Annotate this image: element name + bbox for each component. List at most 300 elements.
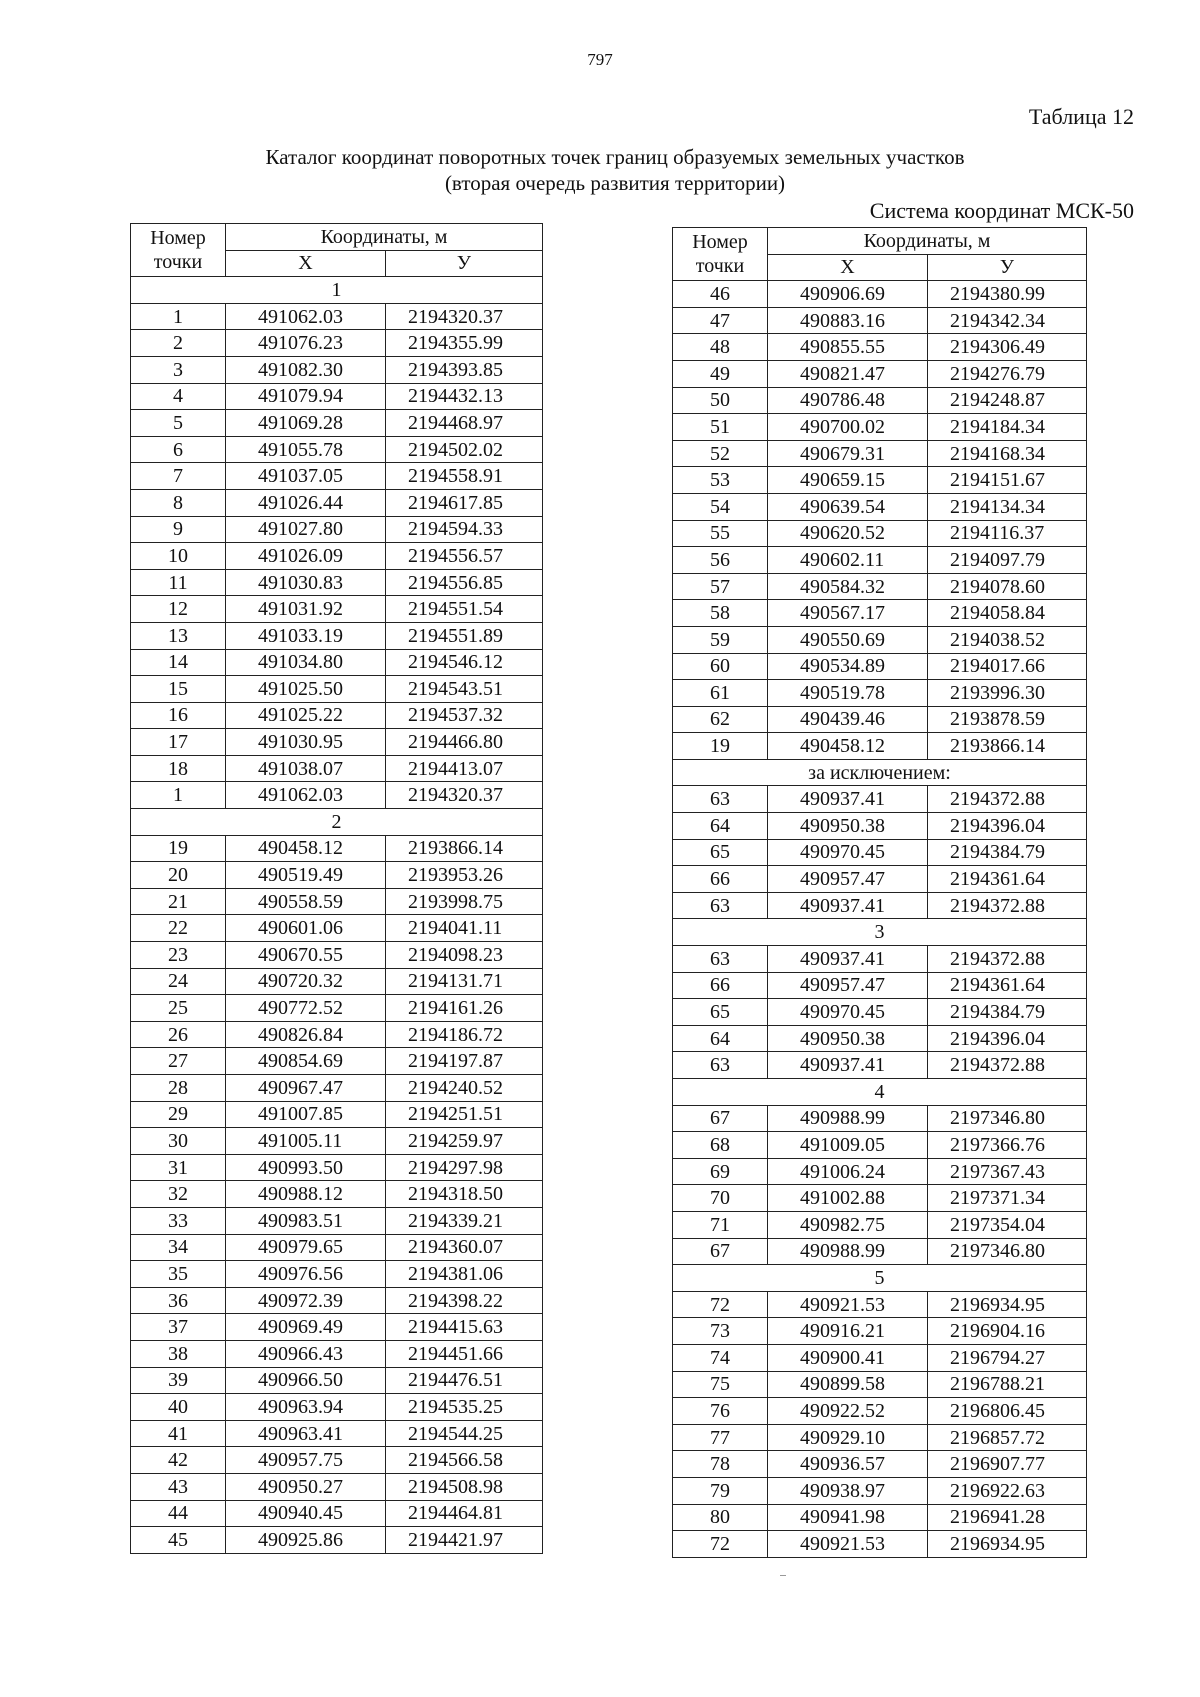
- header-y: У: [928, 254, 1087, 281]
- x-coordinate-cell: 490659.15: [768, 467, 928, 494]
- table-row: [131, 1128, 543, 1155]
- point-number-cell: 54: [673, 493, 768, 520]
- point-number-cell: 77: [673, 1424, 768, 1451]
- title-line-1: Каталог координат поворотных точек границ образуемых земельных участков: [265, 145, 965, 169]
- point-number-cell: 40: [131, 1394, 226, 1421]
- y-coordinate-cell: 2193878.59: [928, 706, 1087, 733]
- y-coordinate-cell: 2194381.06: [386, 1261, 543, 1288]
- point-number-cell: 27: [131, 1048, 226, 1075]
- table-row: [131, 543, 543, 570]
- x-coordinate-cell: 491082.30: [226, 356, 386, 383]
- table-row: [673, 334, 1087, 361]
- x-coordinate-cell: 490929.10: [768, 1424, 928, 1451]
- coordinate-system-label: Система координат МСК-50: [869, 198, 1134, 223]
- y-coordinate-cell: 2194451.66: [386, 1340, 543, 1367]
- y-coordinate-cell: 2194161.26: [386, 995, 543, 1022]
- y-coordinate-cell: 2194372.88: [928, 1052, 1087, 1079]
- x-coordinate-cell: 491038.07: [226, 755, 386, 782]
- x-coordinate-cell: 490916.21: [768, 1318, 928, 1345]
- y-coordinate-cell: 2194318.50: [386, 1181, 543, 1208]
- x-coordinate-cell: 490639.54: [768, 493, 928, 520]
- y-coordinate-cell: 2194551.54: [386, 596, 543, 623]
- x-coordinate-cell: 490567.17: [768, 600, 928, 627]
- table-row: [131, 1181, 543, 1208]
- point-number-cell: 38: [131, 1340, 226, 1367]
- y-coordinate-cell: 2193866.14: [928, 733, 1087, 760]
- y-coordinate-cell: 2194396.04: [928, 1025, 1087, 1052]
- x-coordinate-cell: 490921.53: [768, 1291, 928, 1318]
- y-coordinate-cell: 2194078.60: [928, 573, 1087, 600]
- y-coordinate-cell: 2194413.07: [386, 755, 543, 782]
- table-row: [673, 1211, 1087, 1238]
- x-coordinate-cell: 491007.85: [226, 1101, 386, 1128]
- table-row: [131, 596, 543, 623]
- point-number-cell: 48: [673, 334, 768, 361]
- table-row: [131, 755, 543, 782]
- x-coordinate-cell: 490786.48: [768, 387, 928, 414]
- x-coordinate-cell: 490922.52: [768, 1398, 928, 1425]
- table-row: [131, 622, 543, 649]
- point-number-cell: 78: [673, 1451, 768, 1478]
- point-number-cell: 53: [673, 467, 768, 494]
- table-row: [131, 516, 543, 543]
- point-number-cell: 61: [673, 680, 768, 707]
- x-coordinate-cell: 490519.49: [226, 862, 386, 889]
- point-number-cell: 66: [673, 972, 768, 999]
- y-coordinate-cell: 2194355.99: [386, 330, 543, 357]
- x-coordinate-cell: 490979.65: [226, 1234, 386, 1261]
- table-row: [673, 1504, 1087, 1531]
- table-row: [673, 1158, 1087, 1185]
- table-row: [673, 892, 1087, 919]
- point-number-cell: 41: [131, 1420, 226, 1447]
- table-row: [673, 1105, 1087, 1132]
- x-coordinate-cell: 490937.41: [768, 892, 928, 919]
- y-coordinate-cell: 2194097.79: [928, 547, 1087, 574]
- x-coordinate-cell: 490937.41: [768, 946, 928, 973]
- point-number-cell: 65: [673, 999, 768, 1026]
- x-coordinate-cell: 490534.89: [768, 653, 928, 680]
- x-coordinate-cell: 491055.78: [226, 436, 386, 463]
- y-coordinate-cell: 2194380.99: [928, 281, 1087, 308]
- table-row: [673, 1451, 1087, 1478]
- y-coordinate-cell: 2194508.98: [386, 1473, 543, 1500]
- table-row: [131, 489, 543, 516]
- point-number-cell: 26: [131, 1021, 226, 1048]
- x-coordinate-cell: 490558.59: [226, 888, 386, 915]
- section-label: за исключением:: [673, 759, 1087, 786]
- table-row: [673, 1052, 1087, 1079]
- table-row: [131, 942, 543, 969]
- point-number-cell: 73: [673, 1318, 768, 1345]
- y-coordinate-cell: 2196922.63: [928, 1477, 1087, 1504]
- table-row: [673, 946, 1087, 973]
- y-coordinate-cell: 2194038.52: [928, 626, 1087, 653]
- table-row: [673, 1398, 1087, 1425]
- header-point-line-2: точки: [153, 251, 203, 274]
- y-coordinate-cell: 2194372.88: [928, 786, 1087, 813]
- table-row: [131, 1473, 543, 1500]
- section-row: [673, 1079, 1087, 1106]
- y-coordinate-cell: 2194320.37: [386, 303, 543, 330]
- x-coordinate-cell: 490966.43: [226, 1340, 386, 1367]
- x-coordinate-cell: 491026.44: [226, 489, 386, 516]
- header-point-line-1: Номер: [150, 227, 206, 250]
- x-coordinate-cell: 490950.38: [768, 813, 928, 840]
- point-number-cell: 49: [673, 360, 768, 387]
- x-coordinate-cell: 490993.50: [226, 1154, 386, 1181]
- point-number-cell: 46: [673, 281, 768, 308]
- point-number-cell: 66: [673, 866, 768, 893]
- point-number-cell: 30: [131, 1128, 226, 1155]
- table-row: [673, 972, 1087, 999]
- y-coordinate-cell: 2194306.49: [928, 334, 1087, 361]
- x-coordinate-cell: 491062.03: [226, 782, 386, 809]
- table-row: [673, 1291, 1087, 1318]
- x-coordinate-cell: 490620.52: [768, 520, 928, 547]
- y-coordinate-cell: 2194151.67: [928, 467, 1087, 494]
- point-number-cell: 50: [673, 387, 768, 414]
- point-number-cell: 23: [131, 942, 226, 969]
- x-coordinate-cell: 490458.12: [226, 835, 386, 862]
- table-body-left: [131, 277, 543, 1554]
- table-row: [131, 1527, 543, 1554]
- y-coordinate-cell: 2193953.26: [386, 862, 543, 889]
- y-coordinate-cell: 2194594.33: [386, 516, 543, 543]
- point-number-cell: 28: [131, 1075, 226, 1102]
- table-row: [673, 1318, 1087, 1345]
- point-number-cell: 52: [673, 440, 768, 467]
- header-point-number: [673, 228, 768, 281]
- section-label: 5: [673, 1265, 1087, 1292]
- header-point-number: [131, 224, 226, 277]
- table-row: [131, 649, 543, 676]
- point-number-cell: 47: [673, 307, 768, 334]
- point-number-cell: 16: [131, 702, 226, 729]
- point-number-cell: 63: [673, 892, 768, 919]
- table-row: [131, 676, 543, 703]
- x-coordinate-cell: 491034.80: [226, 649, 386, 676]
- point-number-cell: 19: [131, 835, 226, 862]
- y-coordinate-cell: 2194398.22: [386, 1287, 543, 1314]
- x-coordinate-cell: 490988.99: [768, 1238, 928, 1265]
- x-coordinate-cell: 490826.84: [226, 1021, 386, 1048]
- y-coordinate-cell: 2194058.84: [928, 600, 1087, 627]
- page-number: 797: [587, 50, 613, 69]
- table-row: [673, 706, 1087, 733]
- y-coordinate-cell: 2194372.88: [928, 892, 1087, 919]
- table-row: [131, 968, 543, 995]
- y-coordinate-cell: 2196904.16: [928, 1318, 1087, 1345]
- x-coordinate-cell: 490602.11: [768, 547, 928, 574]
- y-coordinate-cell: 2194617.85: [386, 489, 543, 516]
- table-row: [673, 813, 1087, 840]
- point-number-cell: 2: [131, 330, 226, 357]
- section-label: 1: [131, 277, 543, 304]
- y-coordinate-cell: 2194396.04: [928, 813, 1087, 840]
- x-coordinate-cell: 491031.92: [226, 596, 386, 623]
- x-coordinate-cell: 491062.03: [226, 303, 386, 330]
- table-row: [673, 573, 1087, 600]
- table-row: [131, 915, 543, 942]
- x-coordinate-cell: 491079.94: [226, 383, 386, 410]
- y-coordinate-cell: 2193996.30: [928, 680, 1087, 707]
- point-number-cell: 67: [673, 1238, 768, 1265]
- y-coordinate-cell: 2193866.14: [386, 835, 543, 862]
- y-coordinate-cell: 2194546.12: [386, 649, 543, 676]
- y-coordinate-cell: 2194372.88: [928, 946, 1087, 973]
- point-number-cell: 63: [673, 786, 768, 813]
- table-row: [673, 1132, 1087, 1159]
- table-row: [673, 839, 1087, 866]
- y-coordinate-cell: 2194535.25: [386, 1394, 543, 1421]
- point-number-cell: 71: [673, 1211, 768, 1238]
- x-coordinate-cell: 490550.69: [768, 626, 928, 653]
- table-row: [131, 702, 543, 729]
- table-row: [673, 866, 1087, 893]
- table-row: [131, 835, 543, 862]
- y-coordinate-cell: 2196941.28: [928, 1504, 1087, 1531]
- point-number-cell: 63: [673, 946, 768, 973]
- point-number-cell: 10: [131, 543, 226, 570]
- x-coordinate-cell: 490679.31: [768, 440, 928, 467]
- point-number-cell: 33: [131, 1207, 226, 1234]
- point-number-cell: 36: [131, 1287, 226, 1314]
- y-coordinate-cell: 2194551.89: [386, 622, 543, 649]
- y-coordinate-cell: 2194131.71: [386, 968, 543, 995]
- x-coordinate-cell: 490941.98: [768, 1504, 928, 1531]
- table-row: [131, 1314, 543, 1341]
- y-coordinate-cell: 2194421.97: [386, 1527, 543, 1554]
- x-coordinate-cell: 490957.47: [768, 972, 928, 999]
- point-number-cell: 74: [673, 1344, 768, 1371]
- point-number-cell: 70: [673, 1185, 768, 1212]
- table-row: [131, 463, 543, 490]
- point-number-cell: 35: [131, 1261, 226, 1288]
- y-coordinate-cell: 2194017.66: [928, 653, 1087, 680]
- y-coordinate-cell: 2194116.37: [928, 520, 1087, 547]
- x-coordinate-cell: 490969.49: [226, 1314, 386, 1341]
- table-row: [131, 569, 543, 596]
- point-number-cell: 64: [673, 813, 768, 840]
- table-row: [673, 414, 1087, 441]
- y-coordinate-cell: 2194384.79: [928, 839, 1087, 866]
- point-number-cell: 19: [673, 733, 768, 760]
- point-number-cell: 68: [673, 1132, 768, 1159]
- x-coordinate-cell: 490983.51: [226, 1207, 386, 1234]
- table-row: [131, 1447, 543, 1474]
- x-coordinate-cell: 490988.12: [226, 1181, 386, 1208]
- table-row: [131, 1075, 543, 1102]
- y-coordinate-cell: 2194134.34: [928, 493, 1087, 520]
- x-coordinate-cell: 490957.47: [768, 866, 928, 893]
- table-row: [673, 467, 1087, 494]
- table-row: [673, 1531, 1087, 1558]
- point-number-cell: 67: [673, 1105, 768, 1132]
- x-coordinate-cell: 490950.27: [226, 1473, 386, 1500]
- point-number-cell: 60: [673, 653, 768, 680]
- x-coordinate-cell: 491037.05: [226, 463, 386, 490]
- table-row: [673, 1477, 1087, 1504]
- table-row: [673, 307, 1087, 334]
- point-number-cell: 1: [131, 782, 226, 809]
- table-row: [131, 1394, 543, 1421]
- point-number-cell: 24: [131, 968, 226, 995]
- header-x: Х: [768, 254, 928, 281]
- section-label: 4: [673, 1079, 1087, 1106]
- y-coordinate-cell: 2193998.75: [386, 888, 543, 915]
- table-row: [131, 1207, 543, 1234]
- y-coordinate-cell: 2196934.95: [928, 1291, 1087, 1318]
- x-coordinate-cell: 491005.11: [226, 1128, 386, 1155]
- x-coordinate-cell: 490966.50: [226, 1367, 386, 1394]
- point-number-cell: 45: [131, 1527, 226, 1554]
- point-number-cell: 63: [673, 1052, 768, 1079]
- table-row: [131, 1154, 543, 1181]
- table-row: [131, 1500, 543, 1527]
- point-number-cell: 20: [131, 862, 226, 889]
- x-coordinate-cell: 490982.75: [768, 1211, 928, 1238]
- x-coordinate-cell: 490720.32: [226, 968, 386, 995]
- table-row: [131, 410, 543, 437]
- x-coordinate-cell: 490976.56: [226, 1261, 386, 1288]
- header-coordinates: Координаты, м: [226, 224, 543, 251]
- table-body-right: [673, 281, 1087, 1558]
- x-coordinate-cell: 490963.94: [226, 1394, 386, 1421]
- point-number-cell: 5: [131, 410, 226, 437]
- x-coordinate-cell: 490900.41: [768, 1344, 928, 1371]
- x-coordinate-cell: 490937.41: [768, 1052, 928, 1079]
- y-coordinate-cell: 2194464.81: [386, 1500, 543, 1527]
- table-row: [673, 786, 1087, 813]
- point-number-cell: 3: [131, 356, 226, 383]
- y-coordinate-cell: 2194543.51: [386, 676, 543, 703]
- table-row: [673, 440, 1087, 467]
- point-number-cell: 8: [131, 489, 226, 516]
- y-coordinate-cell: 2196794.27: [928, 1344, 1087, 1371]
- y-coordinate-cell: 2194537.32: [386, 702, 543, 729]
- x-coordinate-cell: 490938.97: [768, 1477, 928, 1504]
- x-coordinate-cell: 490670.55: [226, 942, 386, 969]
- table-header: [673, 228, 1087, 281]
- x-coordinate-cell: 491009.05: [768, 1132, 928, 1159]
- point-number-cell: 80: [673, 1504, 768, 1531]
- point-number-cell: 75: [673, 1371, 768, 1398]
- table-row: [131, 1048, 543, 1075]
- table-row: [131, 436, 543, 463]
- point-number-cell: 14: [131, 649, 226, 676]
- y-coordinate-cell: 2194415.63: [386, 1314, 543, 1341]
- y-coordinate-cell: 2194186.72: [386, 1021, 543, 1048]
- y-coordinate-cell: 2194502.02: [386, 436, 543, 463]
- x-coordinate-cell: 491025.50: [226, 676, 386, 703]
- table-row: [131, 995, 543, 1022]
- x-coordinate-cell: 491030.83: [226, 569, 386, 596]
- y-coordinate-cell: 2194393.85: [386, 356, 543, 383]
- y-coordinate-cell: 2194544.25: [386, 1420, 543, 1447]
- table-row: [673, 600, 1087, 627]
- point-number-cell: 22: [131, 915, 226, 942]
- point-number-cell: 13: [131, 622, 226, 649]
- point-number-cell: 9: [131, 516, 226, 543]
- table-row: [131, 782, 543, 809]
- table-row: [673, 653, 1087, 680]
- table-row: [673, 281, 1087, 308]
- table-row: [131, 1367, 543, 1394]
- point-number-cell: 58: [673, 600, 768, 627]
- y-coordinate-cell: 2194360.07: [386, 1234, 543, 1261]
- point-number-cell: 64: [673, 1025, 768, 1052]
- point-number-cell: 1: [131, 303, 226, 330]
- section-row: [673, 1265, 1087, 1292]
- table-row: [131, 888, 543, 915]
- document-title: [0, 144, 1200, 196]
- point-number-cell: 4: [131, 383, 226, 410]
- y-coordinate-cell: 2194098.23: [386, 942, 543, 969]
- table-row: [131, 862, 543, 889]
- y-coordinate-cell: 2194468.97: [386, 410, 543, 437]
- y-coordinate-cell: 2197346.80: [928, 1105, 1087, 1132]
- table-row: [131, 1420, 543, 1447]
- section-row: [673, 759, 1087, 786]
- point-number-cell: 17: [131, 729, 226, 756]
- table-row: [673, 520, 1087, 547]
- header-point-line-1: Номер: [692, 231, 748, 254]
- point-number-cell: 32: [131, 1181, 226, 1208]
- x-coordinate-cell: 490963.41: [226, 1420, 386, 1447]
- point-number-cell: 59: [673, 626, 768, 653]
- header-x: Х: [226, 250, 386, 277]
- y-coordinate-cell: 2194297.98: [386, 1154, 543, 1181]
- x-coordinate-cell: 490821.47: [768, 360, 928, 387]
- x-coordinate-cell: 491026.09: [226, 543, 386, 570]
- table-row: [673, 1238, 1087, 1265]
- table-row: [673, 680, 1087, 707]
- header-coordinates: Координаты, м: [768, 228, 1087, 255]
- y-coordinate-cell: 2194361.64: [928, 972, 1087, 999]
- x-coordinate-cell: 490988.99: [768, 1105, 928, 1132]
- x-coordinate-cell: 491033.19: [226, 622, 386, 649]
- x-coordinate-cell: 490970.45: [768, 999, 928, 1026]
- x-coordinate-cell: 490967.47: [226, 1075, 386, 1102]
- x-coordinate-cell: 490601.06: [226, 915, 386, 942]
- point-number-cell: 12: [131, 596, 226, 623]
- y-coordinate-cell: 2196934.95: [928, 1531, 1087, 1558]
- y-coordinate-cell: 2194259.97: [386, 1128, 543, 1155]
- table-row: [673, 547, 1087, 574]
- x-coordinate-cell: 490854.69: [226, 1048, 386, 1075]
- x-coordinate-cell: 490772.52: [226, 995, 386, 1022]
- y-coordinate-cell: 2194248.87: [928, 387, 1087, 414]
- table-row: [673, 1185, 1087, 1212]
- table-row: [673, 1025, 1087, 1052]
- section-row: [131, 277, 543, 304]
- point-number-cell: 57: [673, 573, 768, 600]
- y-coordinate-cell: 2197366.76: [928, 1132, 1087, 1159]
- title-line-2: (вторая очередь развития территории): [444, 171, 786, 195]
- y-coordinate-cell: 2197367.43: [928, 1158, 1087, 1185]
- point-number-cell: 43: [131, 1473, 226, 1500]
- table-row: [131, 330, 543, 357]
- y-coordinate-cell: 2194558.91: [386, 463, 543, 490]
- table-row: [131, 1101, 543, 1128]
- x-coordinate-cell: 491076.23: [226, 330, 386, 357]
- header-point-line-2: точки: [695, 255, 745, 278]
- table-row: [673, 360, 1087, 387]
- y-coordinate-cell: 2194556.57: [386, 543, 543, 570]
- y-coordinate-cell: 2194240.52: [386, 1075, 543, 1102]
- y-coordinate-cell: 2194168.34: [928, 440, 1087, 467]
